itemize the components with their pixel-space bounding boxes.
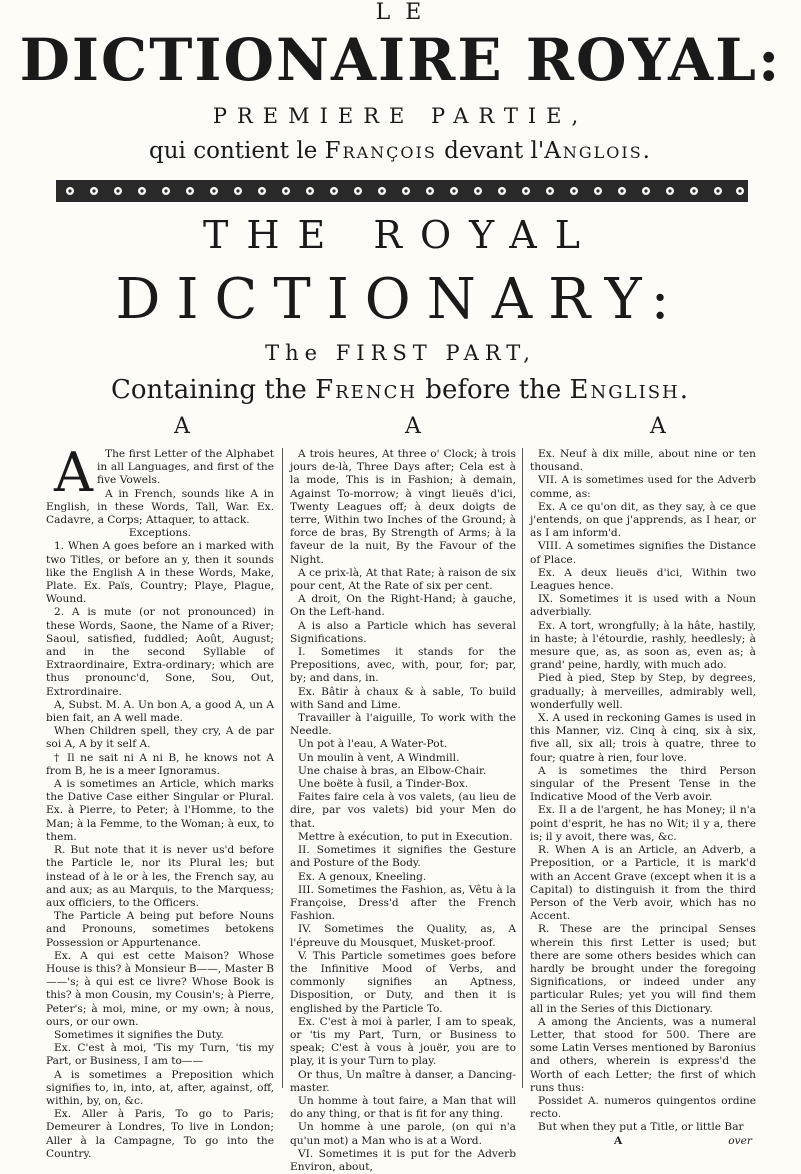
entry-paragraph: V. This Particle sometimes goes before the Infinitive Mood of Verbs, and commonly signifies an Aptness, Disposition, or Duty, and then it is englished by the Particle To.	[290, 949, 516, 1015]
column-middle	[290, 448, 516, 1174]
entry-paragraph: VII. A is sometimes used for the Adverb comme, as:	[530, 474, 756, 500]
entry-paragraph: 2. A is mute (or not pronounced) in these Words, Saone, the Name of a River; Saoul, satisfied, fuddled; Août, August; and in the second Syllable of Extraordinaire, Extra-ordinary; which are thus pronounc'd, Sone, Sou, Out, Extrordinaire.	[46, 606, 274, 698]
entry-paragraph: II. Sometimes it signifies the Gesture and Posture of the Body.	[290, 844, 516, 870]
entry-paragraph: A droit, On the Right-Hand; à gauche, On the Left-hand.	[290, 593, 516, 619]
entry-paragraph: Ex. Aller à Paris, To go to Paris; Demeurer à Londres, To live in London; Aller à la Campagne, To go into the Country.	[46, 1108, 274, 1160]
entry-paragraph: Ex. Neuf à dix mille, about nine or ten thousand.	[530, 448, 756, 474]
french-word: French	[315, 375, 418, 405]
entry-paragraph: R. These are the principal Senses wherein this first Letter is used; but there are some others besides which can hardly be brought under the foregoing Significations, or indeed under any particular Rules; yet you will find them all in the Series of this Dictionary.	[530, 923, 756, 1015]
column-head-left: A	[174, 414, 190, 439]
entry-paragraph: 1. When A goes before an i marked with two Titles, or before an y, then it sounds like the English A in these Words, Make, Plate. Ex. Païs, Country; Playe, Plague, Wound.	[46, 540, 274, 606]
english-word: English.	[569, 375, 691, 405]
entry-paragraph: A trois heures, At three o' Clock; à trois jours de-là, Three Days after; Cela est à la mode, This is in Fashion; à demain, Against To-morrow; à vingt lieuës d'ici, Twenty Leagues off; à deux doigts de terre, Within two Inches of the Ground; à force de bras, By Strength of Arms; à la faveur de la nuit, By the Favour of the Night.	[290, 448, 516, 566]
entry-paragraph: IX. Sometimes it is used with a Noun adverbially.	[530, 593, 756, 619]
entry-paragraph: IV. Sometimes the Quality, as, A l'épreuve du Mousquet, Musket-proof.	[290, 923, 516, 949]
entry-paragraph: R. But note that it is never us'd before the Particle le, nor its Plural les; but instead of à le or à les, the French say, au and aux; as au Marquis, to the Marquess; aux officiers, to the Officers.	[46, 844, 274, 909]
entry-paragraph: VI. Sometimes it is put for the Adverb Environ, about,	[290, 1147, 516, 1173]
running-head: L E	[375, 0, 426, 25]
entry-paragraph: Ex. A genoux, Kneeling.	[298, 870, 427, 883]
entry-paragraph: R. When A is an Article, an Adverb, a Preposition, or a Particle, it is mark'd with an Accent Grave (except when it is a Capital) to distinguish it from the third Person of the Verb avoir, which has no Accent.	[530, 844, 756, 923]
entry-a-definition	[46, 441, 274, 504]
entry-paragraph: Un pot à l'eau, A Water-Pot.	[298, 738, 448, 751]
entry-paragraph: Un homme à tout faire, a Man that will do any thing, or that is fit for any thing.	[290, 1094, 516, 1121]
entry-paragraph: A is sometimes the third Person singular of the Present Tense in the Indicative Mood of the Verb avoir.	[530, 764, 756, 804]
entry-paragraph: Ex. C'est à moi, 'Tis my Turn, 'tis my Part, or Business, I am to——	[46, 1042, 274, 1068]
entry-paragraph: Ex. Bâtir à chaux & à sable, To build with Sand and Lime.	[290, 685, 516, 711]
entry-paragraph: Un homme à une parole, (on qui n'a qu'un mot) a Man who is at a Word.	[290, 1121, 516, 1147]
entry-paragraph: Ex. Il a de l'argent, he has Money; il n'a point d'esprit, he has no Wit; il y a, there is; il y avoit, there was, &c.	[530, 804, 756, 843]
column-rule-right	[522, 448, 523, 1088]
entry-paragraph: A among the Ancients, was a numeral Letter, that stood for 500. There are some Latin Verses mentioned by Baronius and others, wherein is express'd the Worth of each Letter; the first of which runs thus:	[530, 1015, 756, 1094]
entry-paragraph: III. Sometimes the Fashion, as, Vêtu à la Françoise, Dress'd after the French Fashion.	[290, 883, 516, 923]
entry-paragraph: A is also a Particle which has several Significations.	[290, 619, 516, 645]
entry-paragraph: † Il ne sait ni A ni B, he knows not A from B, he is a meer Ignoramus.	[46, 751, 274, 777]
entry-paragraph: But when they put a Title, or little Bar	[538, 1121, 744, 1134]
entry-paragraph: Or thus, Un maître à danser, a Dancing-master.	[290, 1068, 516, 1094]
signature-mark: A	[614, 1134, 623, 1147]
subtitle-qui-contient	[0, 136, 801, 166]
entry-text: The first Letter of the Alphabet in all Languages, and first of the five Vowels.	[97, 448, 274, 487]
entry-paragraph: A ce prix-là, At that Rate; à raison de six pour cent, At the Rate of six per cent.	[290, 566, 516, 593]
section-heading: Exceptions.	[128, 527, 192, 540]
catchword: over	[728, 1134, 752, 1147]
entry-paragraph: Travailler à l'aiguille, To work with the Needle.	[290, 712, 516, 738]
title-dictionary: DICTIONARY:	[115, 267, 686, 332]
qui-contient-text-a: qui contient le	[149, 138, 325, 164]
column-head-right: A	[650, 414, 666, 439]
drop-cap-letter: A	[54, 441, 93, 504]
catchword-row	[530, 1135, 756, 1149]
entry-paragraph: A, Subst. M. A. Un bon A, a good A, un A bien fait, an A well made.	[46, 698, 274, 725]
francois-word: François	[324, 138, 437, 164]
column-head-middle: A	[405, 414, 421, 439]
title-dictionaire-royal: DICTIONAIRE ROYAL:	[19, 26, 782, 94]
entry-paragraph: Pied à pied, Step by Step, by degrees, gradually; à merveilles, admirably well, wonderfully well.	[530, 672, 756, 711]
qui-contient-text-b: devant l'	[436, 138, 545, 164]
ornament-band-icon	[56, 180, 748, 202]
entry-paragraph: Ex. C'est à moi à parler, I am to speak, or 'tis my Part, Turn, or Business to speak; C'est à vous à jouër, you are to play, it is your Turn to play.	[290, 1015, 516, 1068]
entry-paragraph: Une chaise à bras, an Elbow-Chair.	[298, 764, 487, 777]
anglois-word: Anglois.	[544, 138, 652, 164]
containing-text-a: Containing the	[110, 375, 316, 405]
entry-paragraph: A in French, sounds like A in English, in these Words, Tall, War. Ex. Cadavre, a Corps; Attaquer, to attack.	[46, 487, 274, 527]
entry-paragraph: I. Sometimes it stands for the Prepositions, avec, with, pour, for; par, by; and dans, in.	[290, 646, 516, 685]
entry-paragraph: Possidet A. numeros quingentos ordine recto.	[530, 1094, 756, 1121]
subtitle-containing	[0, 374, 801, 406]
entry-paragraph: Mettre à exécution, to put in Execution.	[298, 830, 513, 843]
title-the-royal: THE ROYAL	[203, 213, 598, 257]
containing-text-b: before the	[417, 375, 570, 405]
entry-paragraph: Ex. A qui est cette Maison? Whose House is this? à Monsieur B——, Master B——'s; à qui est ce livre? Whose Book is this? à mon Cousin, my Cousin's; à Pierre, Peter's; à moi, mine, or my own; à nous, ours, or our own.	[46, 949, 274, 1028]
entry-paragraph: Une boëte à fusil, a Tinder-Box.	[298, 778, 469, 791]
entry-paragraph: VIII. A sometimes signifies the Distance of Place.	[530, 540, 756, 566]
entry-paragraph: Un moulin à vent, A Windmill.	[298, 751, 460, 764]
subtitle-first-part: The FIRST PART,	[265, 341, 536, 365]
subtitle-premiere-partie: PREMIERE PARTIE,	[212, 104, 589, 128]
column-right	[530, 448, 756, 1149]
entry-paragraph: Faites faire cela à vos valets, (au lieu de dire, par vos valets) bid your Men do that.	[290, 791, 516, 830]
entry-paragraph: A is sometimes an Article, which marks the Dative Case either Singular or Plural. Ex. à Pierre, to Peter; à l'Homme, to the Man; à la Femme, to the Woman; à eux, to them.	[46, 778, 274, 843]
entry-paragraph: When Children spell, they cry, A de par soi A, A by it self A.	[46, 725, 274, 751]
entry-paragraph: X. A used in reckoning Games is used in this Manner, viz. Cinq à cinq, six à six, five all, six all; trois à quatre, three to four; quatre à rien, four love.	[530, 712, 756, 764]
entry-paragraph: Ex. A deux lieuës d'ici, Within two Leagues hence.	[530, 566, 756, 593]
entry-paragraph: Ex. A tort, wrongfully; à la hâte, hastily, in haste; à l'étourdie, rashly, heedlesly; à mesure que, as, as soon as, even as; à grand' peine, hardly, with much ado.	[530, 619, 756, 672]
column-left	[46, 441, 274, 1161]
entry-paragraph: The Particle A being put before Nouns and Pronouns, sometimes betokens Possession or Appurtenance.	[46, 910, 274, 949]
entry-paragraph: A is sometimes a Preposition which signifies to, in, into, at, after, against, off, within, by, on, &c.	[46, 1068, 274, 1107]
entry-paragraph: Sometimes it signifies the Duty.	[54, 1028, 224, 1041]
entry-paragraph: Ex. A ce qu'on dit, as they say, à ce que j'entends, on que j'apprends, as I hear, or as I am inform'd.	[530, 500, 756, 540]
column-rule-left	[282, 448, 283, 1088]
